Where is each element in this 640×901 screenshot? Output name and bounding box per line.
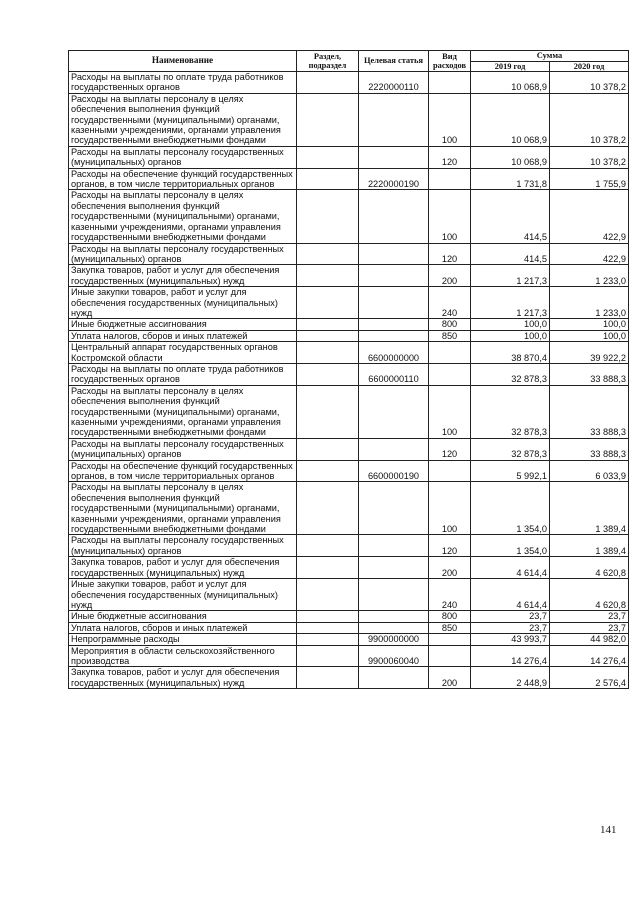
- row-type: 850: [429, 622, 471, 633]
- row-type: 100: [429, 482, 471, 535]
- row-sum-2020: 1 755,9: [550, 168, 629, 190]
- table-body: [69, 72, 629, 689]
- row-section: [297, 287, 359, 319]
- table-row: [69, 342, 629, 364]
- header-row: [69, 51, 629, 62]
- row-sum-2019: 414,5: [471, 243, 550, 265]
- row-name: Расходы на выплаты персоналу государственных (муниципальных) органов: [69, 243, 297, 265]
- row-name: Иные бюджетные ассигнования: [69, 319, 297, 330]
- row-type: [429, 645, 471, 667]
- row-sum-2019: 32 878,3: [471, 385, 550, 438]
- page-number: 141: [600, 824, 617, 836]
- row-section: [297, 557, 359, 579]
- row-sum-2019: 4 614,4: [471, 557, 550, 579]
- table-row: [69, 330, 629, 341]
- row-type: 200: [429, 265, 471, 287]
- row-sum-2020: 10 378,2: [550, 93, 629, 146]
- table-row: [69, 579, 629, 611]
- row-sum-2020: 10 378,2: [550, 146, 629, 168]
- row-section: [297, 93, 359, 146]
- row-target: 9900060040: [359, 645, 429, 667]
- row-sum-2019: 1 217,3: [471, 287, 550, 319]
- row-sum-2019: 100,0: [471, 330, 550, 341]
- row-name: Иные бюджетные ассигнования: [69, 611, 297, 622]
- table-row: [69, 622, 629, 633]
- row-name: Иные закупки товаров, работ и услуг для обеспечения государственных (муниципальных) нужд: [69, 579, 297, 611]
- row-type: 850: [429, 330, 471, 341]
- table-row: [69, 460, 629, 482]
- row-target: [359, 579, 429, 611]
- row-type: 100: [429, 93, 471, 146]
- row-section: [297, 342, 359, 364]
- row-type: [429, 72, 471, 94]
- row-sum-2020: 1 389,4: [550, 535, 629, 557]
- row-type: 120: [429, 535, 471, 557]
- row-target: [359, 319, 429, 330]
- table-row: [69, 611, 629, 622]
- row-name: Расходы на выплаты персоналу государственных (муниципальных) органов: [69, 535, 297, 557]
- row-target: 6600000190: [359, 460, 429, 482]
- row-sum-2020: 23,7: [550, 622, 629, 633]
- row-section: [297, 319, 359, 330]
- row-sum-2020: 100,0: [550, 319, 629, 330]
- table-row: [69, 385, 629, 438]
- row-sum-2020: 39 922,2: [550, 342, 629, 364]
- row-name: Расходы на выплаты персоналу в целях обеспечения выполнения функций государственными (муниципальными) органами, казенными учреждениями, органами управления государственными внебюджетными фондами: [69, 190, 297, 243]
- row-target: [359, 482, 429, 535]
- row-sum-2019: 10 068,9: [471, 72, 550, 94]
- header-section: Раздел, подраздел: [297, 51, 359, 72]
- row-type: 100: [429, 385, 471, 438]
- row-name: Расходы на выплаты персоналу государственных (муниципальных) органов: [69, 146, 297, 168]
- row-sum-2020: 422,9: [550, 243, 629, 265]
- header-type: Вид расходов: [429, 51, 471, 72]
- row-type: 120: [429, 243, 471, 265]
- row-sum-2019: 14 276,4: [471, 645, 550, 667]
- row-name: Закупка товаров, работ и услуг для обеспечения государственных (муниципальных) нужд: [69, 667, 297, 689]
- row-type: [429, 363, 471, 385]
- row-sum-2020: 14 276,4: [550, 645, 629, 667]
- row-section: [297, 482, 359, 535]
- row-sum-2019: 5 992,1: [471, 460, 550, 482]
- row-section: [297, 645, 359, 667]
- table-row: [69, 168, 629, 190]
- row-section: [297, 385, 359, 438]
- row-type: 120: [429, 438, 471, 460]
- row-section: [297, 72, 359, 94]
- row-type: 120: [429, 146, 471, 168]
- table-row: [69, 667, 629, 689]
- table-row: [69, 535, 629, 557]
- row-target: [359, 438, 429, 460]
- row-type: 240: [429, 287, 471, 319]
- row-name: Уплата налогов, сборов и иных платежей: [69, 330, 297, 341]
- row-section: [297, 243, 359, 265]
- row-target: [359, 190, 429, 243]
- row-target: 6600000110: [359, 363, 429, 385]
- row-name: Расходы на обеспечение функций государственных органов, в том числе территориальных органов: [69, 460, 297, 482]
- row-sum-2020: 10 378,2: [550, 72, 629, 94]
- row-sum-2020: 4 620,8: [550, 579, 629, 611]
- row-sum-2019: 1 217,3: [471, 265, 550, 287]
- row-name: Расходы на выплаты персоналу в целях обеспечения выполнения функций государственными (муниципальными) органами, казенными учреждениями, органами управления государственными внебюджетными фондами: [69, 93, 297, 146]
- row-sum-2019: 10 068,9: [471, 93, 550, 146]
- row-sum-2019: 1 731,8: [471, 168, 550, 190]
- row-section: [297, 146, 359, 168]
- row-sum-2020: 4 620,8: [550, 557, 629, 579]
- row-sum-2019: 1 354,0: [471, 535, 550, 557]
- row-target: [359, 330, 429, 341]
- row-target: [359, 287, 429, 319]
- table-row: [69, 72, 629, 94]
- row-section: [297, 634, 359, 645]
- row-section: [297, 330, 359, 341]
- row-sum-2019: 23,7: [471, 611, 550, 622]
- row-target: [359, 535, 429, 557]
- row-target: [359, 93, 429, 146]
- header-year-2019: 2019 год: [471, 61, 550, 72]
- row-sum-2019: 4 614,4: [471, 579, 550, 611]
- table-row: [69, 557, 629, 579]
- table-row: [69, 287, 629, 319]
- table-row: [69, 265, 629, 287]
- row-name: Расходы на выплаты персоналу в целях обеспечения выполнения функций государственными (муниципальными) органами, казенными учреждениями, органами управления государственными внебюджетными фондами: [69, 482, 297, 535]
- row-type: 200: [429, 557, 471, 579]
- row-type: 200: [429, 667, 471, 689]
- row-sum-2020: 33 888,3: [550, 363, 629, 385]
- table-row: [69, 634, 629, 645]
- row-sum-2019: 1 354,0: [471, 482, 550, 535]
- row-sum-2020: 1 233,0: [550, 287, 629, 319]
- table-row: [69, 190, 629, 243]
- row-sum-2019: 2 448,9: [471, 667, 550, 689]
- row-name: Закупка товаров, работ и услуг для обеспечения государственных (муниципальных) нужд: [69, 557, 297, 579]
- row-sum-2020: 33 888,3: [550, 438, 629, 460]
- row-section: [297, 460, 359, 482]
- row-sum-2020: 2 576,4: [550, 667, 629, 689]
- row-sum-2020: 422,9: [550, 190, 629, 243]
- header-sum: Сумма: [471, 51, 629, 62]
- row-target: [359, 557, 429, 579]
- row-target: [359, 146, 429, 168]
- row-sum-2020: 44 982,0: [550, 634, 629, 645]
- row-name: Уплата налогов, сборов и иных платежей: [69, 622, 297, 633]
- row-sum-2019: 32 878,3: [471, 363, 550, 385]
- row-section: [297, 438, 359, 460]
- row-name: Центральный аппарат государственных органов Костромской области: [69, 342, 297, 364]
- table-row: [69, 438, 629, 460]
- row-sum-2019: 43 993,7: [471, 634, 550, 645]
- row-name: Иные закупки товаров, работ и услуг для обеспечения государственных (муниципальных) нужд: [69, 287, 297, 319]
- row-sum-2019: 38 870,4: [471, 342, 550, 364]
- row-sum-2020: 33 888,3: [550, 385, 629, 438]
- row-type: [429, 168, 471, 190]
- table-row: [69, 146, 629, 168]
- row-name: Закупка товаров, работ и услуг для обеспечения государственных (муниципальных) нужд: [69, 265, 297, 287]
- row-name: Непрограммные расходы: [69, 634, 297, 645]
- row-section: [297, 363, 359, 385]
- row-name: Мероприятия в области сельскохозяйственного производства: [69, 645, 297, 667]
- row-sum-2019: 23,7: [471, 622, 550, 633]
- row-section: [297, 190, 359, 243]
- row-sum-2020: 100,0: [550, 330, 629, 341]
- row-target: 2220000110: [359, 72, 429, 94]
- row-name: Расходы на выплаты персоналу в целях обеспечения выполнения функций государственными (муниципальными) органами, казенными учреждениями, органами управления государственными внебюджетными фондами: [69, 385, 297, 438]
- row-sum-2019: 10 068,9: [471, 146, 550, 168]
- row-section: [297, 168, 359, 190]
- row-section: [297, 579, 359, 611]
- header-year-2020: 2020 год: [550, 61, 629, 72]
- header-name: Наименование: [69, 51, 297, 72]
- table-row: [69, 93, 629, 146]
- row-section: [297, 535, 359, 557]
- row-section: [297, 622, 359, 633]
- table-row: [69, 645, 629, 667]
- row-type: 240: [429, 579, 471, 611]
- row-name: Расходы на выплаты персоналу государственных (муниципальных) органов: [69, 438, 297, 460]
- table-row: [69, 243, 629, 265]
- row-target: [359, 611, 429, 622]
- row-name: Расходы на выплаты по оплате труда работников государственных органов: [69, 72, 297, 94]
- table-row: [69, 319, 629, 330]
- row-target: 2220000190: [359, 168, 429, 190]
- row-sum-2019: 100,0: [471, 319, 550, 330]
- row-section: [297, 611, 359, 622]
- row-target: [359, 667, 429, 689]
- row-sum-2020: 6 033,9: [550, 460, 629, 482]
- row-target: [359, 385, 429, 438]
- row-sum-2020: 1 233,0: [550, 265, 629, 287]
- row-target: [359, 265, 429, 287]
- row-name: Расходы на обеспечение функций государственных органов, в том числе территориальных органов: [69, 168, 297, 190]
- row-type: [429, 342, 471, 364]
- row-type: 800: [429, 611, 471, 622]
- row-type: [429, 460, 471, 482]
- row-sum-2020: 1 389,4: [550, 482, 629, 535]
- header-target: Целевая статья: [359, 51, 429, 72]
- row-target: [359, 243, 429, 265]
- row-name: Расходы на выплаты по оплате труда работников государственных органов: [69, 363, 297, 385]
- row-section: [297, 667, 359, 689]
- row-section: [297, 265, 359, 287]
- table-row: [69, 482, 629, 535]
- row-target: 9900000000: [359, 634, 429, 645]
- row-type: [429, 634, 471, 645]
- row-sum-2019: 414,5: [471, 190, 550, 243]
- row-sum-2019: 32 878,3: [471, 438, 550, 460]
- table-row: [69, 363, 629, 385]
- row-target: [359, 622, 429, 633]
- budget-table: [68, 50, 629, 689]
- row-sum-2020: 23,7: [550, 611, 629, 622]
- row-target: 6600000000: [359, 342, 429, 364]
- row-type: 100: [429, 190, 471, 243]
- row-type: 800: [429, 319, 471, 330]
